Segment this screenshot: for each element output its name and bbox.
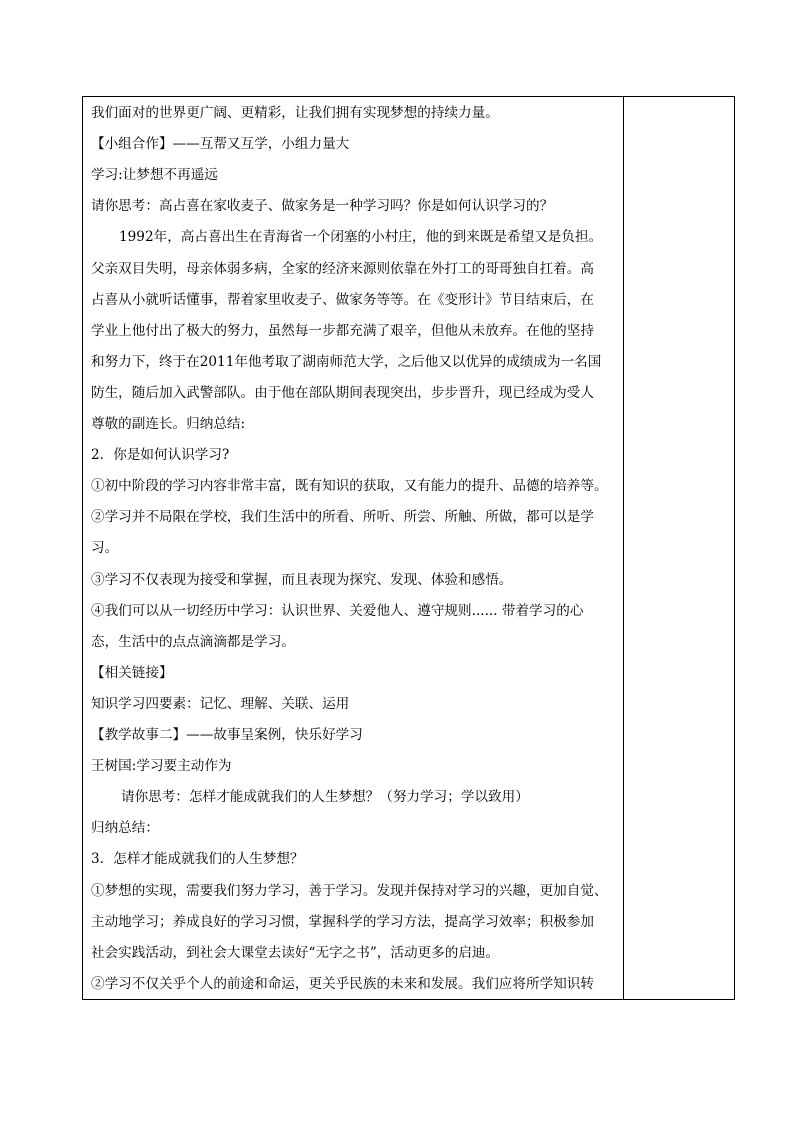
text-line: 尊敬的副连长。归纳总结: (91, 416, 246, 432)
text-line: 3．怎样才能成就我们的人生梦想？ (91, 851, 304, 868)
text-line: 社会实践活动，到社会大课堂去读好“无字之书”，活动更多的启迪。 (91, 944, 500, 961)
text-line: 2．你是如何认识学习? (91, 447, 230, 464)
text-line: 1992年，高占喜出生在青海省一个闭塞的小村庄，他的到来既是希望又是负担。 (119, 229, 603, 246)
text-line: 习。 (91, 540, 119, 557)
text-line: ①初中阶段的学习内容非常丰富，既有知识的获取，又有能力的提升、品德的培养等。 (91, 478, 608, 495)
text-line: 归纳总结： (91, 820, 159, 837)
text-line: 【小组合作】——互帮又互学，小组力量大 (91, 136, 350, 153)
text-line: 学习:让梦想不再遥远 (91, 167, 218, 184)
text-line: 学业上他付出了极大的努力，虽然每一步都充满了艰辛，但他从未放弃。在他的坚持 (91, 322, 594, 339)
text-line: 请你思考：高占喜在家收麦子、做家务是一种学习吗？你是如何认识学习的？ (91, 198, 554, 215)
text-line: ②学习并不局限在学校，我们生活中的所看、所听、所尝、所触、所做，都可以是学 (91, 509, 594, 526)
text-line: ②学习不仅关乎个人的前途和命运，更关乎民族的未来和发展。我们应将所学知识转 (91, 975, 594, 992)
text-line: 主动地学习；养成良好的学习习惯，掌握科学的学习方法，提高学习效率；积极参加 (91, 913, 594, 930)
text-line: 占喜从小就听话懂事，帮着家里收麦子、做家务等等。在《变形计》节目结束后，在 (91, 291, 594, 308)
text-line: 王树国:学习要主动作为 (91, 758, 232, 775)
text-line: ①梦想的实现，需要我们努力学习，善于学习。发现并保持对学习的兴趣，更加自觉、 (91, 882, 608, 899)
text-line: 和努力下，终于在2011年他考取了湖南师范大学，之后他又以优异的成绩成为一名国 (91, 353, 602, 370)
text-line: 知识学习四要素：记忆、理解、关联、运用 (91, 695, 350, 712)
text-line: 防生，随后加入武警部队。由于他在部队期间表现突出，步步晋升，现已经成为受人 (91, 384, 594, 401)
lesson-table (82, 96, 735, 1000)
text-line: 我们面对的世界更广阔、更精彩，让我们拥有实现梦想的持续力量。 (91, 105, 499, 121)
text-line: 【相关链接】 (91, 664, 173, 681)
text-line: ③学习不仅表现为接受和掌握，而且表现为探究、发现、体验和感悟。 (91, 571, 513, 588)
text-line: 请你思考：怎样才能成就我们的人生梦想？（努力学习；学以致用） (121, 789, 529, 806)
notes-cell (624, 97, 734, 999)
text-line: 态，生活中的点点滴滴都是学习。 (91, 633, 295, 650)
text-line: 父亲双目失明，母亲体弱多病，全家的经济来源则依靠在外打工的哥哥独自扛着。高 (91, 260, 594, 277)
text-line: ④我们可以从一切经历中学习：认识世界、关爱他人、遵守规则...... 带着学习的心 (91, 602, 584, 619)
text-line: 【教学故事二】——故事呈案例，快乐好学习 (91, 727, 363, 743)
